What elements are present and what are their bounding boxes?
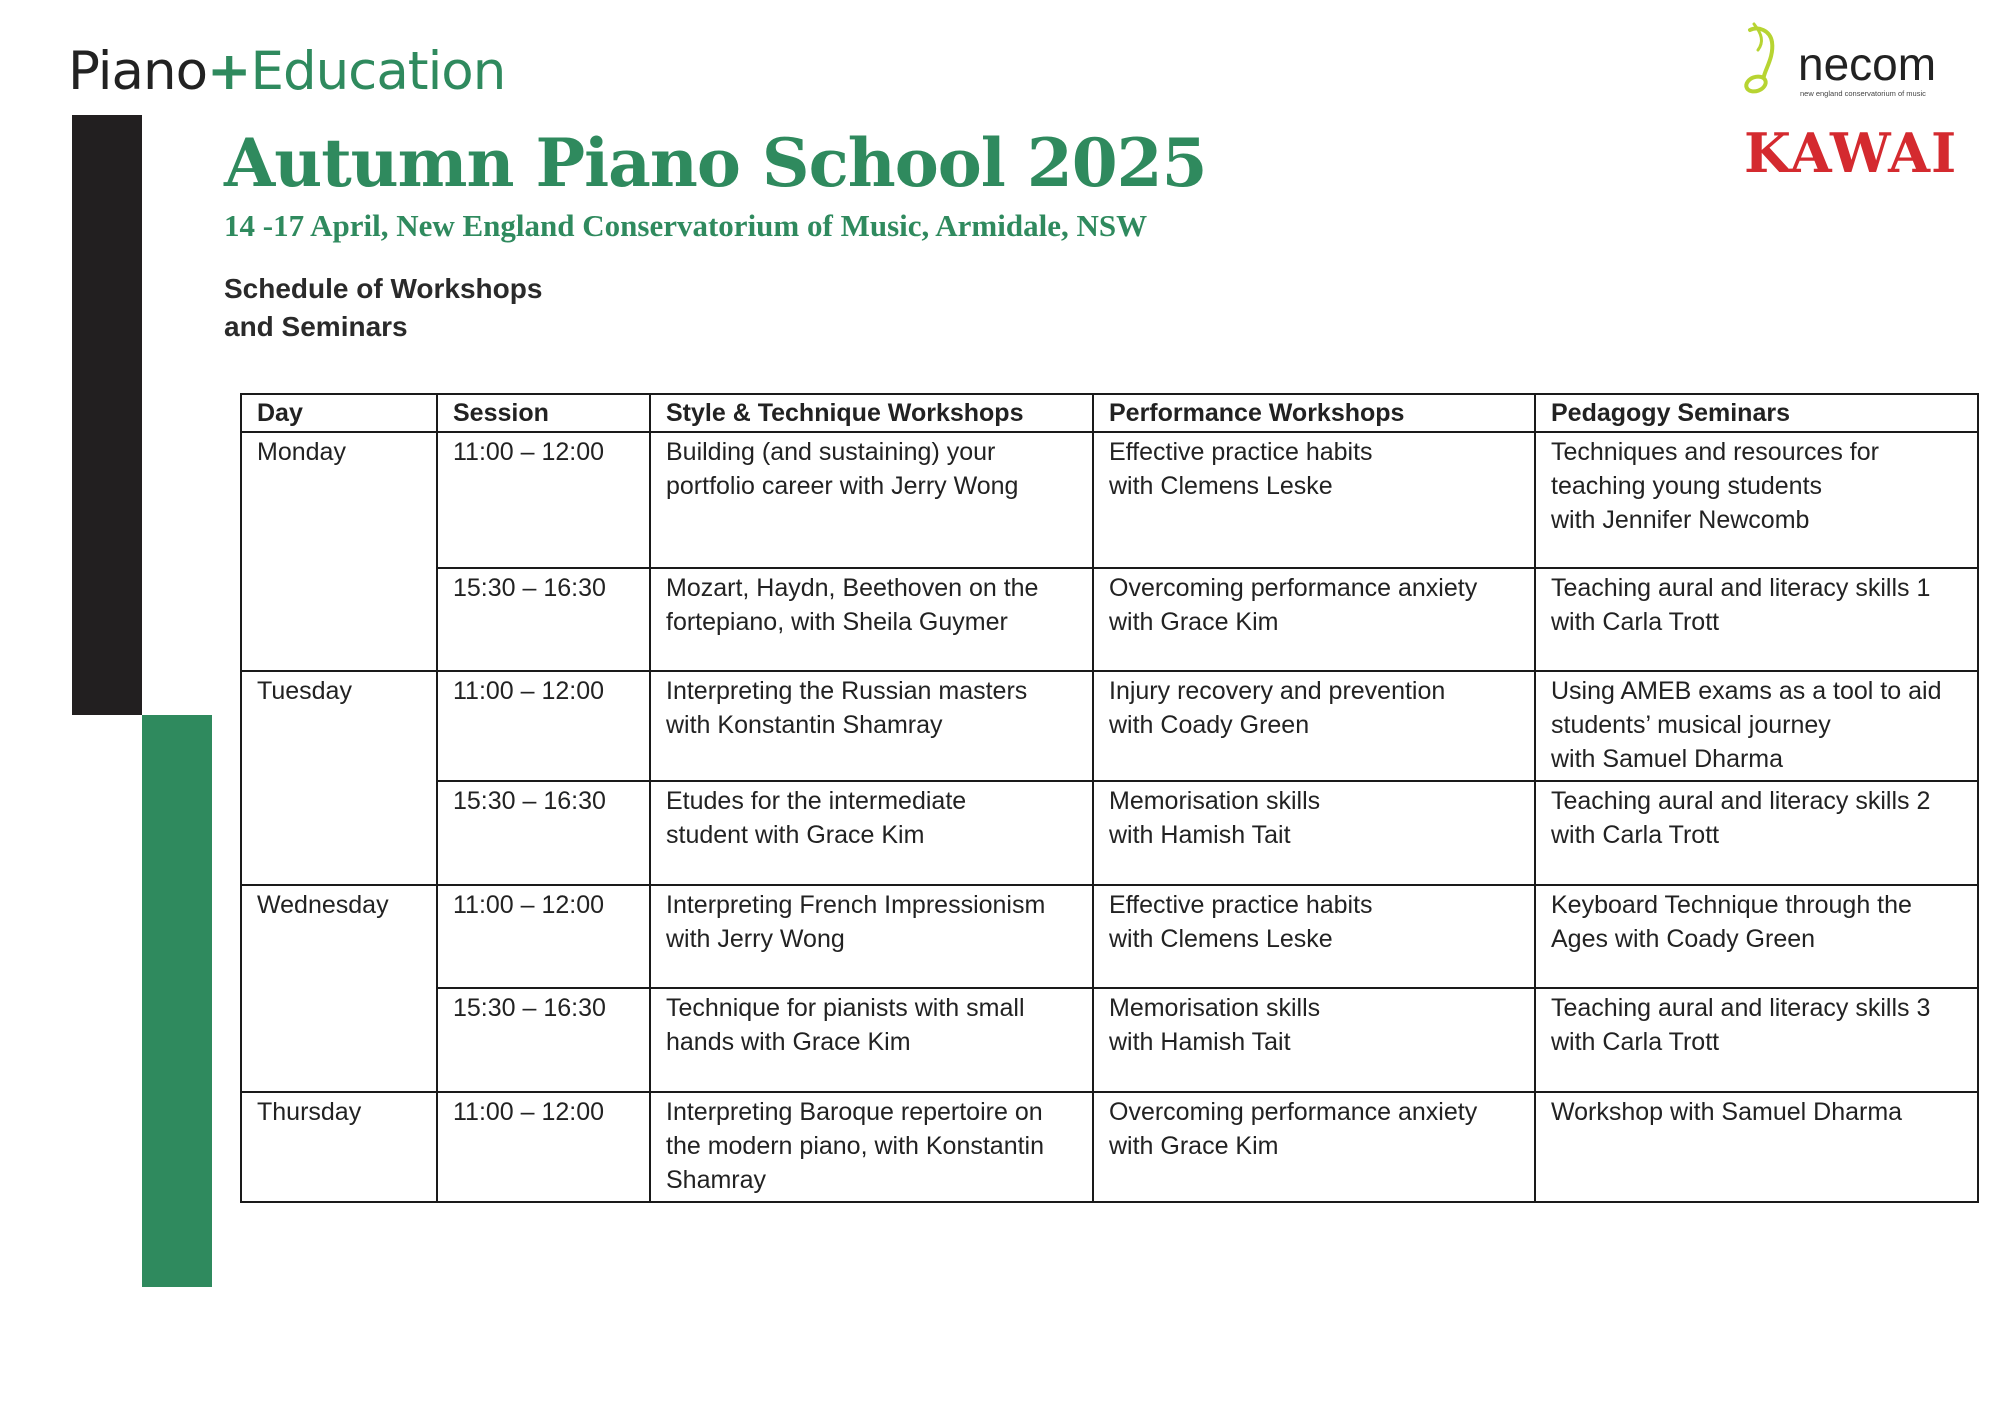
pedagogy-cell [1535,885,1978,988]
performance-cell [1093,885,1535,988]
cell-line: with Hamish Tait [1109,821,1291,849]
table-header-row [241,394,1978,432]
cell-line: with Jerry Wong [666,925,845,953]
day-cell: Monday [241,432,437,671]
music-note-icon [1744,24,1772,94]
style-cell [650,568,1093,671]
table-row [241,781,1978,885]
style-cell [650,988,1093,1092]
cell-line: Ages with Coady Green [1551,925,1816,953]
cell-line: with Grace Kim [1109,608,1279,636]
cell-line: Effective practice habits [1109,891,1373,919]
style-cell [650,671,1093,781]
pedagogy-cell [1535,781,1978,885]
cell-line: Effective practice habits [1109,438,1373,466]
necom-tagline: new england conservatorium of music [1800,89,1926,98]
decorative-black-bar [72,115,142,715]
session-cell: 11:00 – 12:00 [437,432,650,568]
brand-suffix: Education [250,41,506,102]
cell-line: Building (and sustaining) your [666,438,996,466]
cell-line: Teaching aural and literacy skills 1 [1551,574,1931,602]
section-title-line-2: and Seminars [224,311,408,342]
day-cell: Wednesday [241,885,437,1092]
table-row [241,671,1978,781]
cell-line: Teaching aural and literacy skills 2 [1551,787,1931,815]
cell-line: portfolio career with Jerry Wong [666,472,1019,500]
cell-line: Teaching aural and literacy skills 3 [1551,994,1931,1022]
cell-line: Keyboard Technique through the [1551,891,1912,919]
kawai-logo: KAWAI [1744,121,1958,185]
performance-cell [1093,988,1535,1092]
style-cell [650,1092,1093,1202]
cell-line: Workshop with Samuel Dharma [1551,1098,1903,1126]
header-session: Session [437,394,650,432]
cell-line: with Grace Kim [1109,1132,1279,1160]
table-row [241,432,1978,568]
performance-cell [1093,671,1535,781]
day-cell: Thursday [241,1092,437,1202]
cell-line: Overcoming performance anxiety [1109,574,1478,602]
cell-line: student with Grace Kim [666,821,925,849]
cell-line: with Jennifer Newcomb [1551,506,1810,534]
cell-line: with Carla Trott [1551,608,1720,636]
cell-line: Shamray [666,1166,767,1194]
schedule-table [240,393,1979,1203]
cell-line: the modern piano, with Konstantin [666,1132,1045,1160]
pedagogy-cell [1535,1092,1978,1202]
cell-line: Memorisation skills [1109,787,1321,815]
style-cell [650,781,1093,885]
necom-logo [1736,20,1946,100]
pedagogy-cell [1535,568,1978,671]
day-cell: Tuesday [241,671,437,885]
cell-line: fortepiano, with Sheila Guymer [666,608,1008,636]
brand-plus: + [207,41,251,102]
cell-line: Techniques and resources for [1551,438,1879,466]
cell-line: with Konstantin Shamray [666,711,943,739]
cell-line: teaching young students [1551,472,1823,500]
cell-line: with Samuel Dharma [1551,745,1784,773]
table-row [241,885,1978,988]
cell-line: Overcoming performance anxiety [1109,1098,1478,1126]
session-cell: 15:30 – 16:30 [437,781,650,885]
session-cell: 15:30 – 16:30 [437,568,650,671]
table-row [241,1092,1978,1202]
page-subtitle: 14 -17 April, New England Conservatorium of Music, Armidale, NSW [224,208,1148,243]
cell-line: Mozart, Haydn, Beethoven on the [666,574,1039,602]
decorative-green-bar [142,715,212,1287]
cell-line: Interpreting the Russian masters [666,677,1028,705]
cell-line: hands with Grace Kim [666,1028,911,1056]
brand-prefix: Piano [68,41,208,102]
brand-wordmark [68,40,505,104]
session-cell: 11:00 – 12:00 [437,1092,650,1202]
table-row [241,568,1978,671]
cell-line: with Clemens Leske [1109,925,1333,953]
cell-line: Technique for pianists with small [666,994,1025,1022]
cell-line: with Carla Trott [1551,1028,1720,1056]
cell-line: Memorisation skills [1109,994,1321,1022]
performance-cell [1093,1092,1535,1202]
performance-cell [1093,568,1535,671]
pedagogy-cell [1535,671,1978,781]
style-cell [650,885,1093,988]
cell-line: Etudes for the intermediate [666,787,967,815]
section-title-line-1: Schedule of Workshops [224,273,543,304]
cell-line: with Clemens Leske [1109,472,1333,500]
pedagogy-cell [1535,432,1978,568]
header-pedagogy: Pedagogy Seminars [1535,394,1978,432]
pedagogy-cell [1535,988,1978,1092]
necom-wordmark: necom [1798,38,1937,90]
session-cell: 11:00 – 12:00 [437,885,650,988]
cell-line: Interpreting French Impressionism [666,891,1046,919]
session-cell: 15:30 – 16:30 [437,988,650,1092]
cell-line: Using AMEB exams as a tool to aid [1551,677,1942,705]
cell-line: Injury recovery and prevention [1109,677,1446,705]
cell-line: students’ musical journey [1551,711,1831,739]
cell-line: with Carla Trott [1551,821,1720,849]
section-title [224,270,644,346]
cell-line: with Hamish Tait [1109,1028,1291,1056]
header-style-technique: Style & Technique Workshops [650,394,1093,432]
header-day: Day [241,394,437,432]
table-row [241,988,1978,1092]
performance-cell [1093,781,1535,885]
performance-cell [1093,432,1535,568]
page-title: Autumn Piano School 2025 [224,124,1207,202]
cell-line: with Coady Green [1109,711,1310,739]
cell-line: Interpreting Baroque repertoire on [666,1098,1043,1126]
session-cell: 11:00 – 12:00 [437,671,650,781]
header-performance: Performance Workshops [1093,394,1535,432]
style-cell [650,432,1093,568]
